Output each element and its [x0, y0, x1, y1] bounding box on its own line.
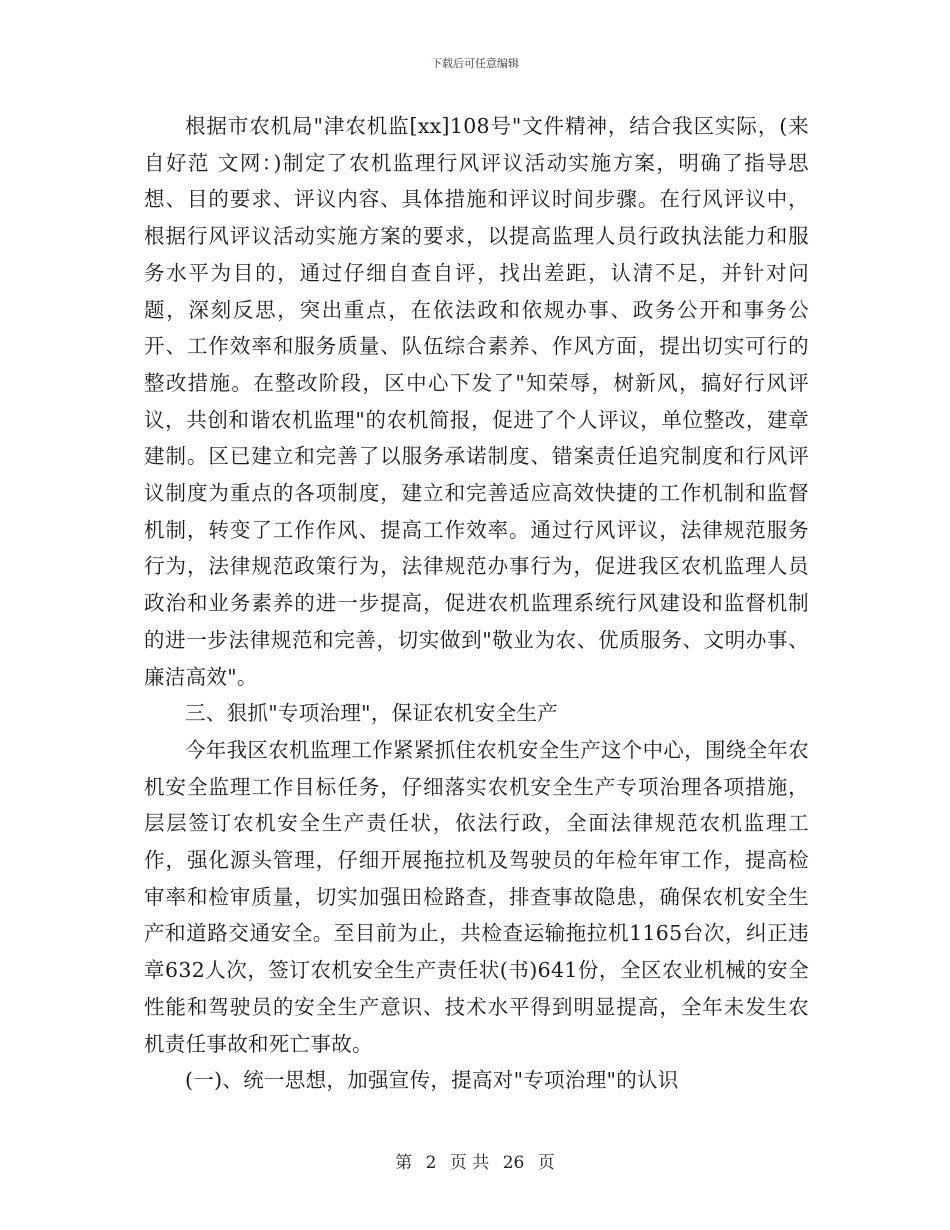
- subsection-heading-unify-thinking: (一)、统一思想，加强宣传，提高对"专项治理"的认识: [185, 1068, 679, 1093]
- download-note: 下载后可任意编辑: [431, 57, 519, 70]
- paragraph-safety-production: 今年我区农机监理工作紧紧抓住农机安全生产这个中心，围绕全年农机安全监理工作目标任务，仔细落实农机安全生产专项治理各项措施，层层签订农机安全生产责任状，依法行政，全面法律规范农机监理工作，强化源头管理，仔细开展拖拉机及驾驶员的年检年审工作，提高检审率和检审质量，切实加强田检路查，排查事故隐患，确保农机安全生产和道路交通安全。至目前为止，共检查运输拖拉机1165台次，纠正违章632人次，签订农机安全生产责任状(书)641份，全区农业机械的安全性能和驾驶员的安全生产意识、技术水平得到明显提高，全年未发生农机责任事故和死亡事故。: [144, 737, 809, 1056]
- footer-suffix: 页: [537, 1153, 555, 1173]
- total-pages-number: 26: [502, 1153, 525, 1173]
- footer-prefix: 第: [395, 1153, 413, 1173]
- page-footer: [0, 1148, 950, 1173]
- footer-middle: 页 共: [449, 1153, 490, 1173]
- paragraph-review-measures: 根据市农机局"津农机监[xx]108号"文件精神，结合我区实际，(来自好范 文网：)制定了农机监理行风评议活动实施方案，明确了指导思想、目的要求、评议内容、具体措施和评议时间步骤。在行风评议中，根据行风评议活动实施方案的要求，以提高监理人员行政执法能力和服务水平为目的，通过仔细自查自评，找出差距，认清不足，并针对问题，深刻反思，突出重点，在依法政和依规办事、政务公开和事务公开、工作效率和服务质量、队伍综合素养、作风方面，提出切实可行的整改措施。在整改阶段，区中心下发了"知荣辱，树新风，搞好行风评议，共创和谐农机监理"的农机简报，促进了个人评议，单位整改，建章建制。区已建立和完善了以服务承诺制度、错案责任追究制度和行风评议制度为重点的各项制度，建立和完善适应高效快捷的工作机制和监督机制，转变了工作作风、提高工作效率。通过行风评议，法律规范服务行为，法律规范政策行为，法律规范办事行为，促进我区农机监理人员政治和业务素养的进一步提高，促进农机监理系统行风建设和监督机制的进一步法律规范和完善，切实做到"敬业为农、优质服务、文明办事、廉洁高效"。: [144, 114, 809, 689]
- section-heading-special-governance: 三、狠抓"专项治理"，保证农机安全生产: [185, 701, 559, 726]
- current-page-number: 2: [425, 1153, 437, 1173]
- document-body: [144, 108, 809, 1099]
